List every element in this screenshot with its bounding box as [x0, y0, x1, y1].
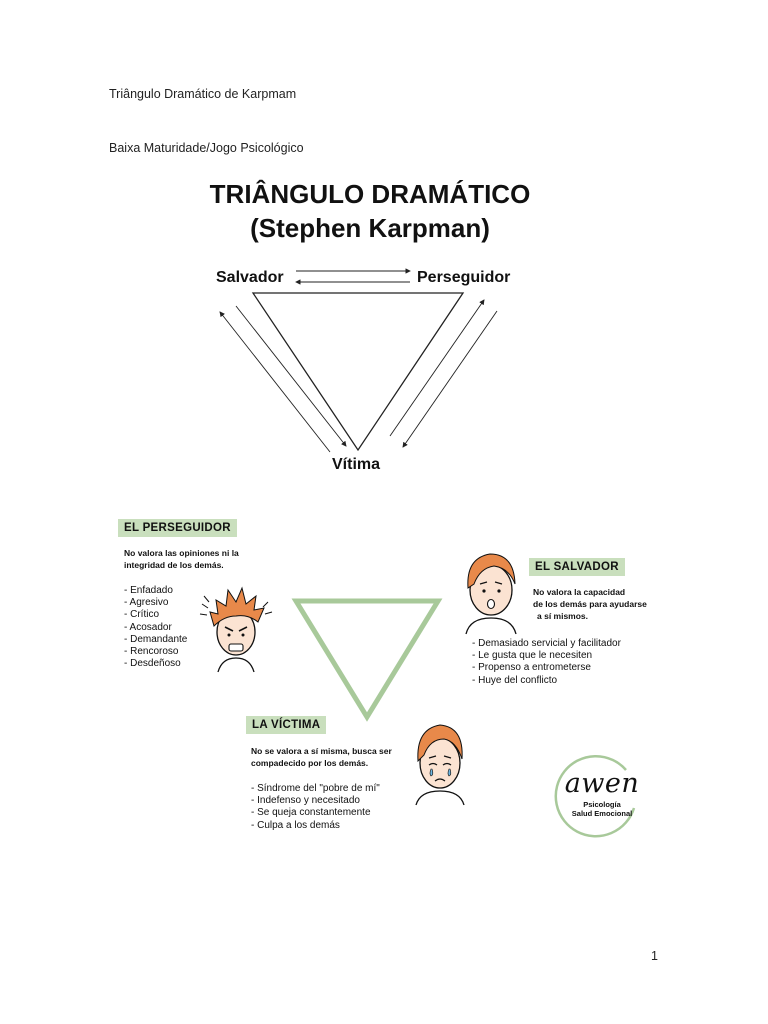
salvador-trait: - Huye del conflicto: [472, 674, 558, 686]
vertex-label-perseguidor: Perseguidor: [417, 269, 511, 286]
salvador-traits-list: [472, 638, 621, 687]
victima-description-line1: No se valora a sí misma, busca ser: [251, 746, 392, 756]
victima-trait: - Culpa a los demás: [251, 819, 340, 831]
victima-traits-list: [251, 783, 380, 832]
document-subheading: Baixa Maturidade/Jogo Psicológico: [109, 141, 304, 155]
salvador-trait: - Propenso a entrometerse: [472, 662, 591, 674]
salvador-description-line2: de los demás para ayudarse: [533, 599, 647, 609]
crying-face-illustration: [404, 715, 476, 807]
victima-label: LA VÍCTIMA: [246, 716, 326, 734]
perseguidor-trait: - Rencoroso: [124, 646, 179, 658]
perseguidor-trait: - Enfadado: [124, 585, 173, 596]
awen-logo-line1: Psicología: [583, 800, 621, 809]
vertex-label-vitima: Vítima: [332, 456, 381, 473]
perseguidor-traits-list: [124, 585, 187, 670]
victima-description-line2: compadecido por los demás.: [251, 758, 369, 768]
perseguidor-trait: - Demandante: [124, 633, 188, 645]
perseguidor-trait: - Crítico: [124, 609, 159, 621]
awen-logo-tagline: [560, 800, 644, 818]
victima-trait: - Síndrome del "pobre de mí": [251, 783, 380, 794]
salvador-description-line3: a sí mismos.: [537, 611, 589, 621]
awen-logo-line2: Salud Emocional: [571, 809, 633, 818]
perseguidor-label: EL PERSEGUIDOR: [118, 519, 237, 537]
page-number: 1: [651, 949, 658, 963]
victima-description: [251, 745, 392, 769]
vertex-label-salvador: Salvador: [216, 269, 284, 286]
salvador-trait: - Le gusta que le necesiten: [472, 650, 593, 662]
angry-face-illustration: [196, 574, 276, 674]
salvador-description: [533, 586, 647, 622]
victima-trait: - Indefenso y necesitado: [251, 795, 360, 807]
document-heading: Triângulo Dramático de Karpmam: [109, 87, 297, 101]
victima-trait: - Se queja constantemente: [251, 807, 371, 819]
perseguidor-trait: - Desdeñoso: [124, 658, 181, 670]
salvador-trait: - Demasiado servicial y facilitador: [472, 638, 621, 649]
perseguidor-description: [124, 547, 239, 571]
perseguidor-description-line2: integridad de los demás.: [124, 560, 224, 570]
surprised-face-illustration: [454, 544, 528, 636]
awen-logo-wordmark: awen: [564, 768, 640, 799]
salvador-label: EL SALVADOR: [529, 558, 625, 576]
salvador-description-line1: No valora la capacidad: [533, 587, 626, 597]
perseguidor-trait: - Acosador: [124, 621, 172, 633]
perseguidor-description-line1: No valora las opiniones ni la: [124, 548, 239, 558]
diagram-title-line1: TRIÂNGULO DRAMÁTICO: [209, 179, 531, 209]
diagram-title-line2: (Stephen Karpman): [250, 213, 490, 243]
perseguidor-trait: - Agresivo: [124, 597, 169, 609]
